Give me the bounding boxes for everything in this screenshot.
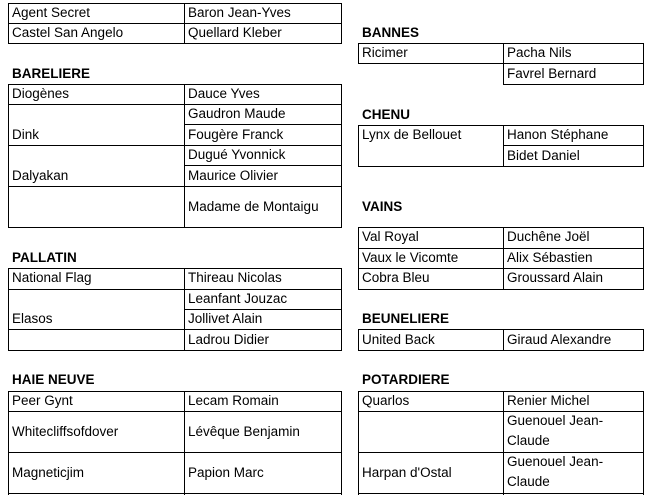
table-cell-person: Giraud Alexandre (507, 332, 612, 347)
table-cell-horse: Castel San Angelo (12, 25, 124, 40)
table-cell-person: Quellard Kleber (188, 25, 282, 40)
table-cell-horse: Lynx de Bellouet (362, 127, 462, 142)
table-cell-horse: Diogènes (12, 86, 70, 101)
section-title-vains: VAINS (362, 199, 403, 214)
table-cell-horse: National Flag (12, 270, 92, 285)
section-title-bannes: BANNES (362, 25, 420, 40)
table-cell-person: Fougère Franck (188, 127, 284, 142)
section-title-haie-neuve: HAIE NEUVE (12, 372, 95, 387)
table-cell-person: Jollivet Alain (188, 311, 263, 326)
table-cell-horse: Cobra Bleu (362, 270, 430, 285)
table-cell-horse: Agent Secret (12, 5, 91, 20)
table-cell-person: Duchêne Joël (507, 229, 590, 244)
table-cell-person: Guenouel Jean-Claude (507, 413, 604, 448)
table-cell-person: Dauce Yves (188, 86, 260, 101)
table-cell-horse: Magneticjim (12, 465, 85, 480)
section-title-chenu: CHENU (362, 107, 411, 122)
section-title-beuneliere: BEUNELIERE (362, 311, 450, 326)
table-cell-person: Gaudron Maude (188, 106, 286, 121)
table-cell-person: Lévêque Benjamin (188, 424, 300, 439)
table-cell-horse: Whitecliffsofdover (12, 424, 119, 439)
table-cell-person: Lecam Romain (188, 393, 279, 408)
table-cell-person: Favrel Bernard (507, 66, 597, 81)
section-title-potardiere: POTARDIERE (362, 372, 450, 387)
table-cell-person: Leanfant Jouzac (188, 291, 288, 306)
table-cell-person: Guenouel Jean-Claude (507, 454, 604, 489)
table-cell-horse: United Back (362, 332, 435, 347)
table-cell-horse: Vaux le Vicomte (362, 250, 459, 265)
table-cell-person: Maurice Olivier (188, 168, 279, 183)
table-cell-person: Pacha Nils (507, 45, 572, 60)
table-cell-person: Hanon Stéphane (507, 127, 609, 142)
table-cell-person: Dugué Yvonnick (188, 147, 286, 162)
table-cell-person: Bidet Daniel (507, 148, 580, 163)
table-cell-horse: Elasos (12, 311, 53, 326)
section-title-pallatin: PALLATIN (12, 250, 77, 265)
table-cell-person: Ladrou Didier (188, 332, 270, 347)
table-cell-horse: Dalyakan (12, 168, 69, 183)
table-cell-horse: Dink (12, 127, 40, 142)
table-cell-person: Thireau Nicolas (188, 270, 282, 285)
table-cell-person: Papion Marc (188, 465, 264, 480)
section-title-bareliere: BARELIERE (12, 66, 91, 81)
table-cell-person: Baron Jean-Yves (188, 5, 291, 20)
table-cell-horse: Peer Gynt (12, 393, 73, 408)
table-cell-horse: Harpan d'Ostal (362, 465, 452, 480)
table-cell-horse: Val Royal (362, 229, 419, 244)
table-cell-person: Groussard Alain (507, 270, 604, 285)
table-cell-person: Alix Sébastien (507, 250, 593, 265)
table-cell-person: Renier Michel (507, 393, 590, 408)
table-cell-horse: Ricimer (362, 45, 408, 60)
table-cell-horse: Quarlos (362, 393, 410, 408)
table-cell-person: Madame de Montaigu (188, 199, 319, 214)
